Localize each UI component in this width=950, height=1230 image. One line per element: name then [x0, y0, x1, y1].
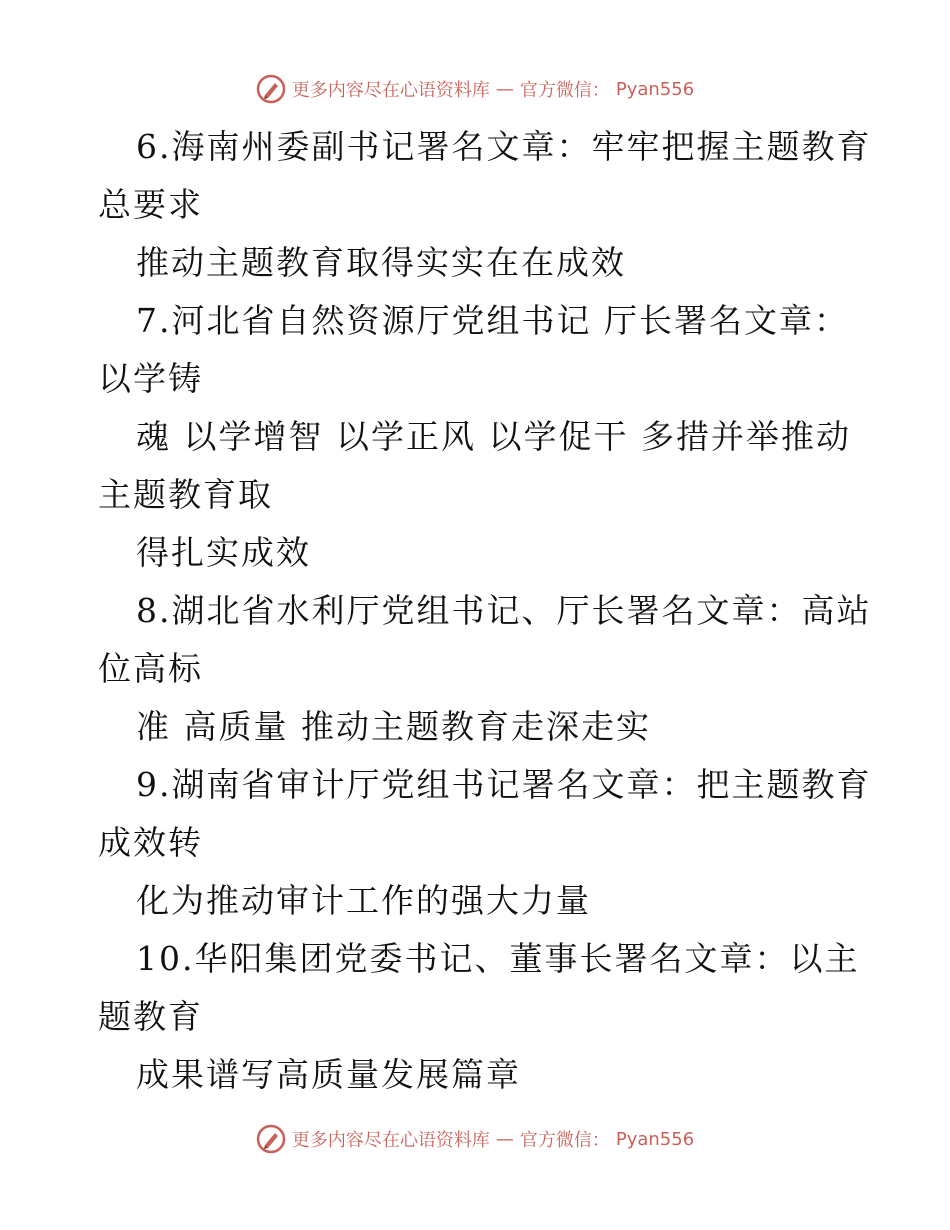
text-line: 成果谱写高质量发展篇章 [136, 1055, 521, 1094]
document-body [0, 118, 950, 1104]
text-line: 以学铸 [98, 359, 203, 398]
text-line: 位高标 [98, 649, 203, 688]
text-line: 魂 以学增智 以学正风 以学促干 多措并举推动 [136, 417, 851, 456]
text-line: 7.河北省自然资源厅党组书记 厅长署名文章： [136, 301, 849, 340]
text-line: 主题教育取 [98, 475, 273, 514]
text-line: 6.海南州委副书记署名文章：牢牢把握主题教育 [136, 127, 872, 166]
watermark-dash: — [495, 1128, 514, 1150]
text-line: 成效转 [98, 823, 203, 862]
pen-logo-icon [256, 1124, 286, 1154]
text-line: 总要求 [98, 185, 203, 224]
watermark-label: 官方微信： [519, 80, 610, 101]
text-line: 8.湖北省水利厅党组书记、厅长署名文章：高站 [136, 591, 872, 630]
text-line: 推动主题教育取得实实在在成效 [136, 243, 626, 282]
text-line: 化为推动审计工作的强大力量 [136, 881, 591, 920]
watermark-id: Pyan556 [615, 1128, 695, 1150]
pen-logo-icon [256, 74, 286, 104]
text-line: 题教育 [98, 997, 203, 1036]
watermark-dash: — [495, 78, 514, 100]
watermark-id: Pyan556 [615, 78, 695, 100]
watermark-label: 官方微信： [519, 1130, 610, 1151]
watermark-text: 更多内容尽在心语资料库 [291, 1130, 490, 1151]
watermark-text: 更多内容尽在心语资料库 [291, 80, 490, 101]
text-line: 准 高质量 推动主题教育走深走实 [136, 707, 651, 746]
footer-watermark [0, 1124, 950, 1154]
text-line: 10.华阳集团党委书记、董事长署名文章：以主 [136, 939, 860, 978]
text-line: 得扎实成效 [136, 533, 311, 572]
header-watermark [0, 74, 950, 104]
text-line: 9.湖南省审计厅党组书记署名文章：把主题教育 [136, 765, 872, 804]
